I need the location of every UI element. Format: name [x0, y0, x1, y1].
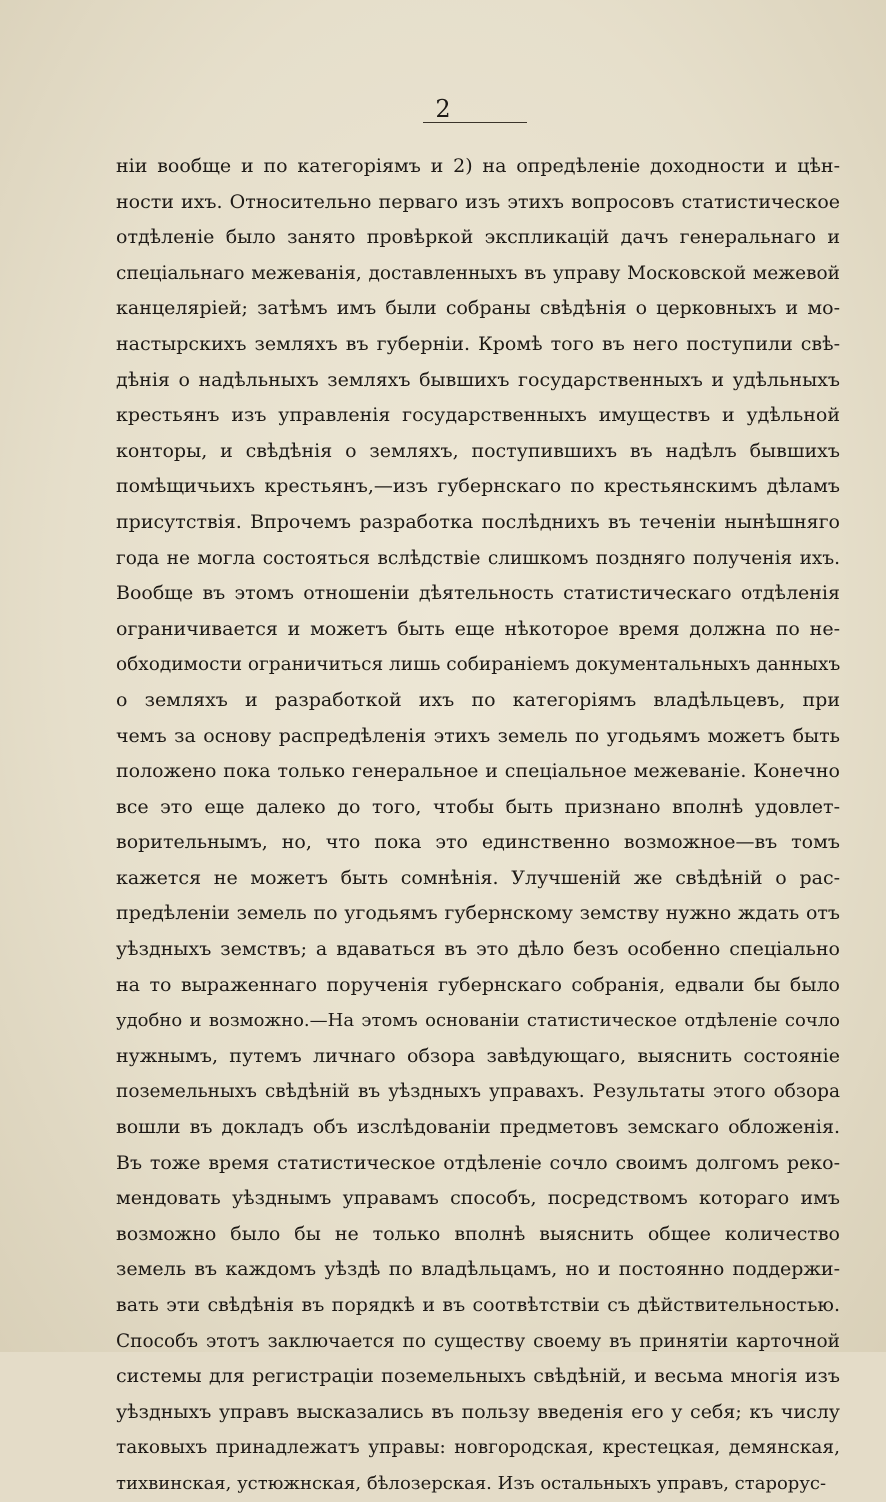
text-line: помѣщичьихъ крестьянъ,—изъ губернскаго по крестьянскимъ дѣламъ	[116, 475, 840, 498]
text-line: вать эти свѣдѣнія въ порядкѣ и въ соотвѣтствіи съ дѣйствительностью.	[116, 1294, 840, 1316]
body-text	[116, 149, 840, 1502]
text-line: ности ихъ. Относительно перваго изъ этихъ вопросовъ статистическое	[116, 190, 840, 213]
text-line: тихвинская, устюжнская, бѣлозерская. Изъ остальныхъ управъ, старорус-	[116, 1472, 827, 1494]
text-line: на то выраженнаго порученія губернскаго собранія, едвали бы было	[116, 973, 840, 996]
text-line: уѣздныхъ земствъ; а вдаваться въ это дѣло безъ особенно спеціально	[116, 938, 840, 961]
text-line: таковыхъ принадлежатъ управы: новгородская, крестецкая, демянская,	[116, 1437, 840, 1459]
text-line: года не могла состояться вслѣдствіе слишкомъ поздняго полученія ихъ.	[116, 547, 840, 569]
text-line: о земляхъ и разработкой ихъ по категоріямъ владѣльцевъ, при	[116, 688, 840, 711]
text-line: возможно было бы не только вполнѣ выяснить общее количество	[116, 1222, 840, 1245]
text-line: спеціальнаго межеванія, доставленныхъ въ управу Московской межевой	[116, 262, 840, 284]
text-line: присутствія. Впрочемъ разработка послѣднихъ въ теченіи нынѣшняго	[116, 510, 840, 533]
text-line: мендовать уѣзднымъ управамъ способъ, посредствомъ котораго имъ	[116, 1187, 840, 1210]
text-line: конторы, и свѣдѣнія о земляхъ, поступившихъ въ надѣлъ бывшихъ	[116, 439, 840, 462]
text-line: обходимости ограничиться лишь собираніемъ документальныхъ данныхъ	[116, 654, 840, 676]
text-line: крестьянъ изъ управленія государственныхъ имуществъ и удѣльной	[116, 404, 840, 427]
text-line: ворительнымъ, но, что пока это единственно возможное—въ томъ	[116, 831, 840, 854]
text-line: Вообще въ этомъ отношеніи дѣятельность статистическаго отдѣленія	[116, 582, 840, 605]
text-line: земель въ каждомъ уѣздѣ по владѣльцамъ, но и постоянно поддержи-	[116, 1258, 840, 1281]
text-line: предѣленіи земель по угодьямъ губернскому земству нужно ждать отъ	[116, 902, 840, 925]
text-line: Въ тоже время статистическое отдѣленіе сочло своимъ долгомъ реко-	[116, 1151, 840, 1174]
text-line: Способъ этотъ заключается по существу своему въ принятіи карточной	[116, 1330, 840, 1352]
text-line: дѣнія о надѣльныхъ земляхъ бывшихъ государственныхъ и удѣльныхъ	[116, 368, 840, 391]
text-line: ніи вообще и по категоріямъ и 2) на опредѣленіе доходности и цѣн-	[116, 155, 840, 177]
page-number: 2	[435, 95, 451, 123]
text-line: ограничивается и можетъ быть еще нѣкоторое время должна по не-	[116, 617, 840, 640]
text-line: системы для регистраціи поземельныхъ свѣдѣній, и весьма многія изъ	[116, 1365, 840, 1388]
text-line: настырскихъ земляхъ въ губерніи. Кромѣ того въ него поступили свѣ-	[116, 332, 840, 355]
text-line: вошли въ докладъ объ изслѣдованіи предметовъ земскаго обложенія.	[116, 1116, 840, 1139]
text-line: отдѣленіе было занято провѣркой экспликацій дачъ генеральнаго и	[116, 226, 840, 249]
text-line: уѣздныхъ управъ высказались въ пользу введенія его у себя; къ числу	[116, 1400, 840, 1423]
text-line: чемъ за основу распредѣленія этихъ земель по угодьямъ можетъ быть	[116, 724, 840, 747]
text-line: удобно и возможно.—На этомъ основаніи статистическое отдѣленіе сочло	[116, 1010, 840, 1032]
text-line: кажется не можетъ быть сомнѣнія. Улучшеній же свѣдѣній о рас-	[116, 866, 840, 889]
page-number-rule	[423, 122, 527, 123]
text-line: нужнымъ, путемъ личнаго обзора завѣдующаго, выяснить состояніе	[116, 1044, 840, 1067]
text-line: канцеляріей; затѣмъ имъ были собраны свѣдѣнія о церковныхъ и мо-	[116, 297, 840, 320]
text-line: положено пока только генеральное и спеціальное межеваніе. Конечно	[116, 760, 840, 783]
text-line: поземельныхъ свѣдѣній въ уѣздныхъ управахъ. Результаты этого обзора	[116, 1081, 840, 1103]
text-line: все это еще далеко до того, чтобы быть признано вполнѣ удовлет-	[116, 795, 840, 818]
